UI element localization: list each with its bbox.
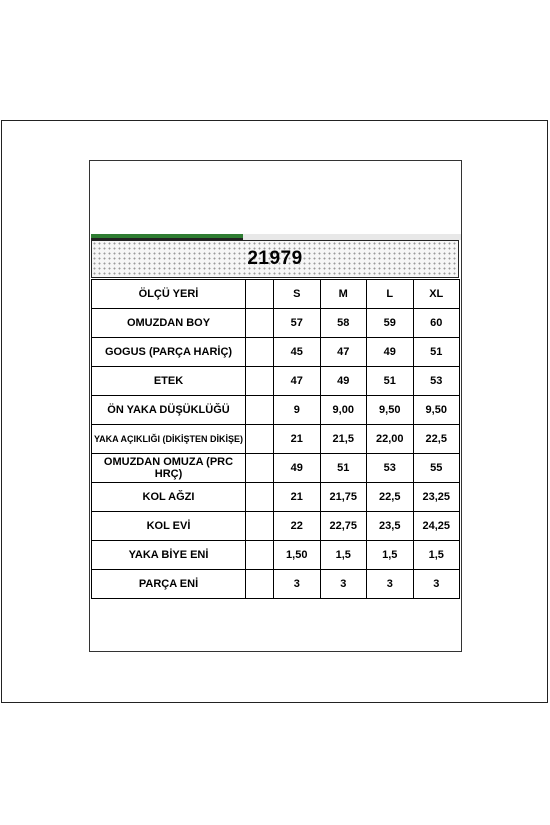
measurement-row	[92, 425, 460, 454]
measurement-value: 3	[367, 570, 414, 599]
size-table-body	[92, 280, 460, 599]
measurement-value: 22	[274, 512, 321, 541]
measurement-label: OMUZDAN OMUZA (PRC HRÇ)	[92, 454, 246, 483]
measurement-value: 1,5	[413, 541, 460, 570]
measurement-row	[92, 367, 460, 396]
measurement-row	[92, 396, 460, 425]
measurement-value: 21,75	[320, 483, 367, 512]
measurement-row	[92, 309, 460, 338]
measurement-value: 9,50	[367, 396, 414, 425]
measurement-value: 47	[274, 367, 321, 396]
size-header-cell: L	[367, 280, 414, 309]
blank-cell	[246, 454, 274, 483]
size-table	[91, 279, 460, 599]
measurement-value: 45	[274, 338, 321, 367]
measurement-row	[92, 541, 460, 570]
measurement-value: 51	[367, 367, 414, 396]
measurement-value: 3	[320, 570, 367, 599]
measurement-value: 58	[320, 309, 367, 338]
measurement-value: 51	[320, 454, 367, 483]
blank-cell	[246, 425, 274, 454]
blank-cell	[246, 280, 274, 309]
header-row	[92, 280, 460, 309]
title-band	[91, 240, 459, 278]
measurement-value: 23,5	[367, 512, 414, 541]
measurement-value: 9	[274, 396, 321, 425]
measurement-label: PARÇA ENİ	[92, 570, 246, 599]
measurement-value: 24,25	[413, 512, 460, 541]
blank-cell	[246, 512, 274, 541]
blank-cell	[246, 309, 274, 338]
measurement-row	[92, 512, 460, 541]
measurement-value: 47	[320, 338, 367, 367]
measurement-value: 3	[274, 570, 321, 599]
measurement-row	[92, 338, 460, 367]
blank-cell	[246, 367, 274, 396]
measurement-value: 51	[413, 338, 460, 367]
model-number: 21979	[247, 248, 303, 269]
measurement-value: 60	[413, 309, 460, 338]
measurement-value: 9,00	[320, 396, 367, 425]
measurement-label: YAKA AÇIKLIĞI (DİKİŞTEN DİKİŞE)	[92, 425, 246, 454]
measurement-value: 49	[274, 454, 321, 483]
measurement-value: 1,50	[274, 541, 321, 570]
measurement-value: 21,5	[320, 425, 367, 454]
blank-cell	[246, 541, 274, 570]
measurement-value: 53	[413, 367, 460, 396]
size-header-cell: M	[320, 280, 367, 309]
blank-cell	[246, 396, 274, 425]
blank-cell	[246, 338, 274, 367]
measurement-value: 57	[274, 309, 321, 338]
measurement-label: OMUZDAN BOY	[92, 309, 246, 338]
blank-cell	[246, 570, 274, 599]
measurement-value: 53	[367, 454, 414, 483]
measurement-value: 49	[367, 338, 414, 367]
measurement-row	[92, 483, 460, 512]
measurement-value: 22,00	[367, 425, 414, 454]
measurement-value: 1,5	[367, 541, 414, 570]
measurement-value: 1,5	[320, 541, 367, 570]
measurement-value: 22,5	[367, 483, 414, 512]
measurement-row	[92, 570, 460, 599]
measurement-value: 49	[320, 367, 367, 396]
measurement-row	[92, 454, 460, 483]
measurement-label: GOGUS (PARÇA HARİÇ)	[92, 338, 246, 367]
measurement-label: YAKA BİYE ENİ	[92, 541, 246, 570]
measurement-value: 21	[274, 483, 321, 512]
measurement-value: 9,50	[413, 396, 460, 425]
measurement-value: 59	[367, 309, 414, 338]
blank-cell	[246, 483, 274, 512]
measurement-value: 22,5	[413, 425, 460, 454]
size-header-cell: XL	[413, 280, 460, 309]
measurement-value: 3	[413, 570, 460, 599]
measurement-value: 55	[413, 454, 460, 483]
measurement-label: ETEK	[92, 367, 246, 396]
size-header-cell: S	[274, 280, 321, 309]
measurement-value: 22,75	[320, 512, 367, 541]
measurement-label: KOL EVİ	[92, 512, 246, 541]
measurement-label: KOL AĞZI	[92, 483, 246, 512]
measurement-value: 23,25	[413, 483, 460, 512]
measurement-label: ÖN YAKA DÜŞÜKLÜĞÜ	[92, 396, 246, 425]
measurement-value: 21	[274, 425, 321, 454]
header-label-cell: ÖLÇÜ YERİ	[92, 280, 246, 309]
